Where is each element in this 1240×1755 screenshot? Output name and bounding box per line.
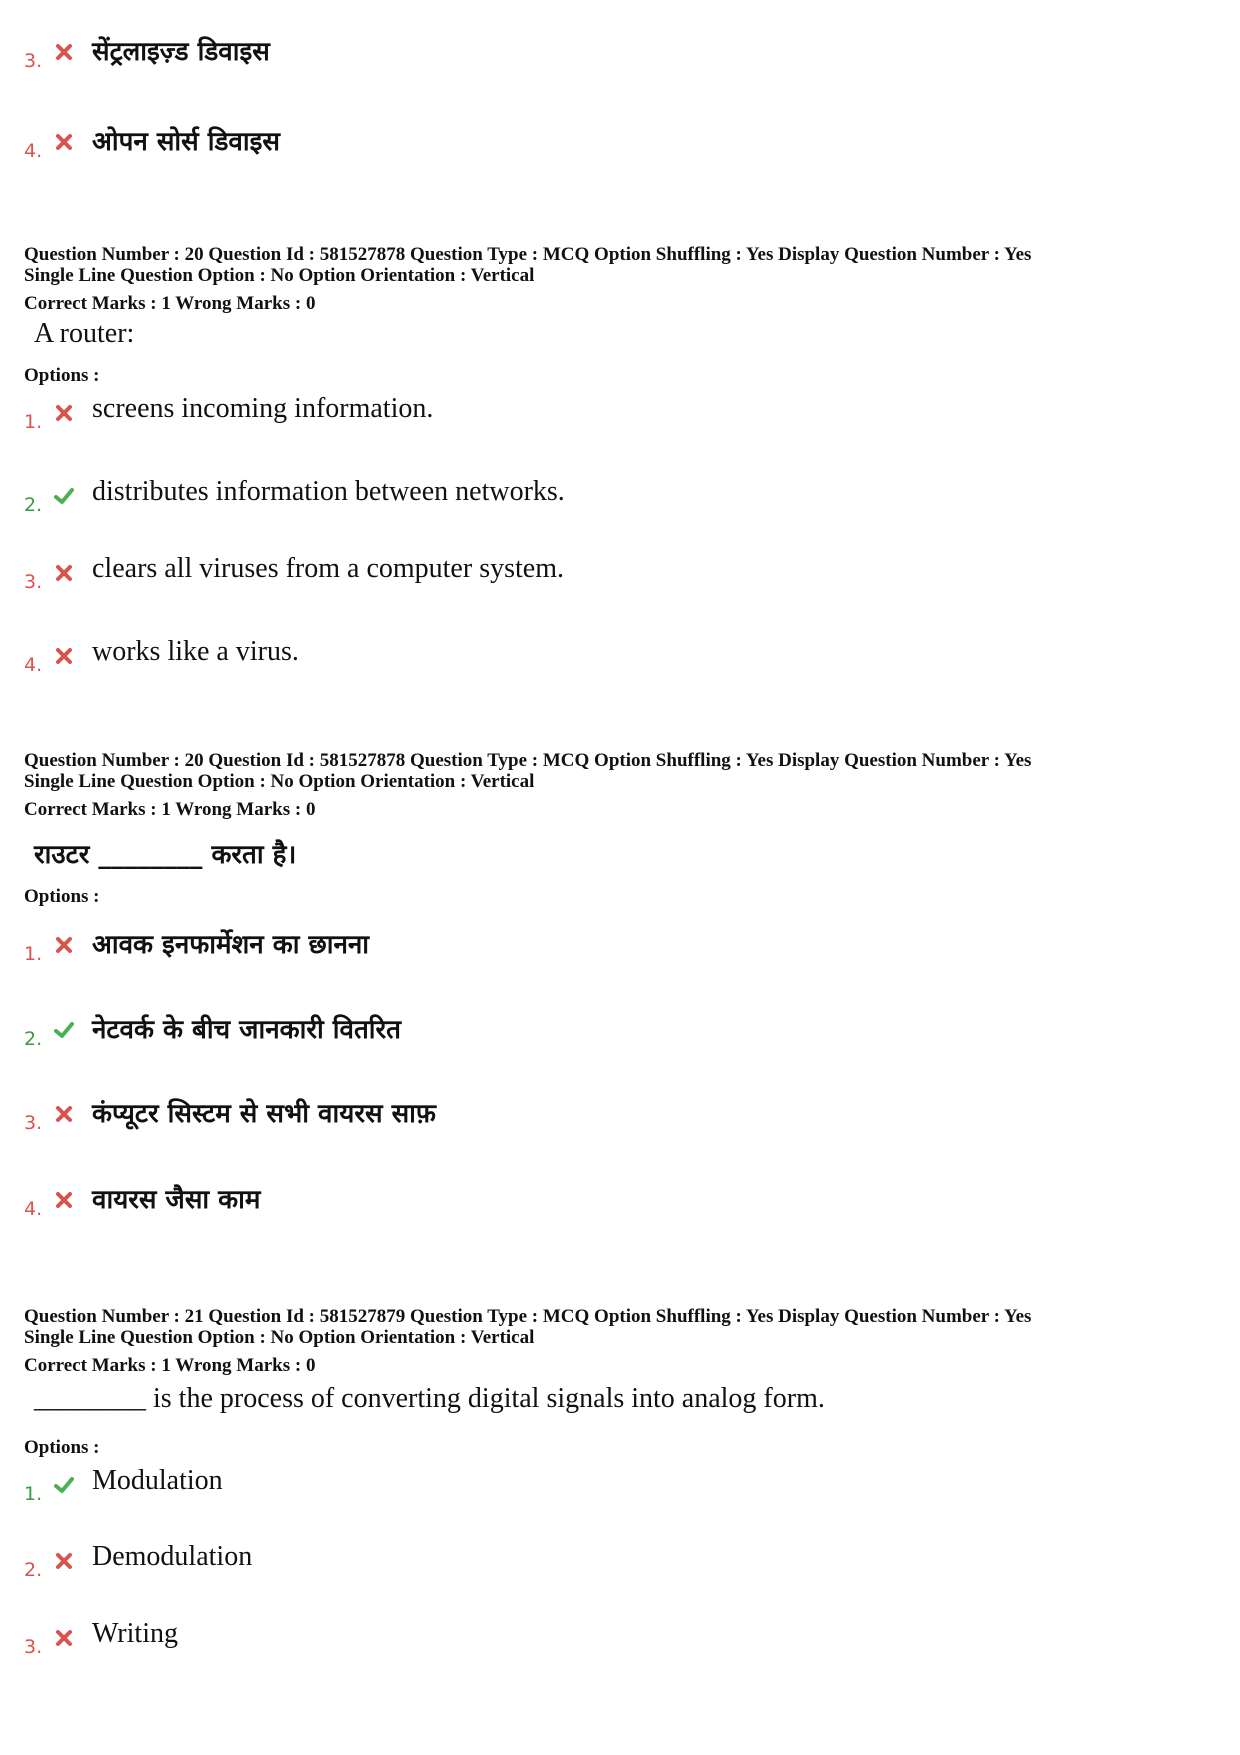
- option-text: कंप्यूटर सिस्टम से सभी वायरस साफ़: [92, 1099, 436, 1129]
- option-item: [24, 925, 1204, 965]
- option-item: [24, 476, 1204, 516]
- cross-icon: [54, 1190, 74, 1210]
- option-text: ओपन सोर्स डिवाइस: [92, 127, 280, 157]
- option-item: [24, 553, 1204, 593]
- option-text: सेंट्रलाइज़्ड डिवाइस: [92, 37, 270, 67]
- option-number: 1.: [24, 943, 43, 965]
- option-text: screens incoming information.: [92, 393, 434, 424]
- option-text: distributes information between networks.: [92, 476, 565, 507]
- option-number: 3.: [24, 571, 43, 593]
- cross-icon: [54, 646, 74, 666]
- cross-icon: [54, 42, 74, 62]
- question-text: राउटर ________ करता है।: [34, 840, 297, 870]
- question-meta-line1: Question Number : 20 Question Id : 581527878 Question Type : MCQ Option Shuffling : Yes Display Question Number : Yes: [24, 244, 1032, 265]
- option-text: works like a virus.: [92, 636, 299, 667]
- option-text: नेटवर्क के बीच जानकारी वितरित: [92, 1015, 401, 1045]
- option-item: [24, 1010, 1204, 1050]
- option-item: [24, 1465, 1204, 1505]
- option-number: 1.: [24, 411, 43, 433]
- option-number: 3.: [24, 50, 43, 72]
- options-label: Options :: [24, 886, 100, 907]
- option-text: Demodulation: [92, 1541, 253, 1572]
- question-meta: [24, 1306, 1214, 1348]
- question-meta: [24, 750, 1214, 792]
- question-meta-line1: Question Number : 21 Question Id : 581527879 Question Type : MCQ Option Shuffling : Yes Display Question Number : Yes: [24, 1306, 1032, 1327]
- question-text: A router:: [34, 318, 135, 349]
- option-number: 3.: [24, 1112, 43, 1134]
- option-item: [24, 393, 1204, 433]
- option-text: वायरस जैसा काम: [92, 1185, 261, 1215]
- question-meta-line2: Single Line Question Option : No Option Orientation : Vertical: [24, 265, 535, 286]
- question-marks: Correct Marks : 1 Wrong Marks : 0: [24, 1355, 316, 1376]
- option-number: 4.: [24, 654, 43, 676]
- cross-icon: [54, 1104, 74, 1124]
- option-number: 3.: [24, 1636, 43, 1658]
- question-meta: [24, 244, 1214, 286]
- option-number: 2.: [24, 494, 43, 516]
- cross-icon: [54, 1551, 74, 1571]
- option-item: [24, 1541, 1204, 1581]
- question-meta-line2: Single Line Question Option : No Option Orientation : Vertical: [24, 771, 535, 792]
- option-number: 2.: [24, 1028, 43, 1050]
- question-text: ________ is the process of converting digital signals into analog form.: [34, 1383, 825, 1414]
- question-meta-line1: Question Number : 20 Question Id : 581527878 Question Type : MCQ Option Shuffling : Yes Display Question Number : Yes: [24, 750, 1032, 771]
- option-number: 1.: [24, 1483, 43, 1505]
- option-item: [24, 636, 1204, 676]
- option-item: [24, 32, 1204, 72]
- check-icon: [54, 1475, 74, 1495]
- options-label: Options :: [24, 1437, 100, 1458]
- option-text: Modulation: [92, 1465, 223, 1496]
- cross-icon: [54, 935, 74, 955]
- check-icon: [54, 1020, 74, 1040]
- option-number: 4.: [24, 140, 43, 162]
- option-text: Writing: [92, 1618, 178, 1649]
- question-meta-line2: Single Line Question Option : No Option Orientation : Vertical: [24, 1327, 535, 1348]
- cross-icon: [54, 1628, 74, 1648]
- options-label: Options :: [24, 365, 100, 386]
- option-number: 2.: [24, 1559, 43, 1581]
- cross-icon: [54, 132, 74, 152]
- check-icon: [54, 486, 74, 506]
- option-item: [24, 122, 1204, 162]
- option-text: आवक इनफार्मेशन का छानना: [92, 930, 370, 960]
- question-marks: Correct Marks : 1 Wrong Marks : 0: [24, 293, 316, 314]
- option-text: clears all viruses from a computer system.: [92, 553, 564, 584]
- option-item: [24, 1180, 1204, 1220]
- option-number: 4.: [24, 1198, 43, 1220]
- option-item: [24, 1618, 1204, 1658]
- question-marks: Correct Marks : 1 Wrong Marks : 0: [24, 799, 316, 820]
- cross-icon: [54, 403, 74, 423]
- option-item: [24, 1094, 1204, 1134]
- cross-icon: [54, 563, 74, 583]
